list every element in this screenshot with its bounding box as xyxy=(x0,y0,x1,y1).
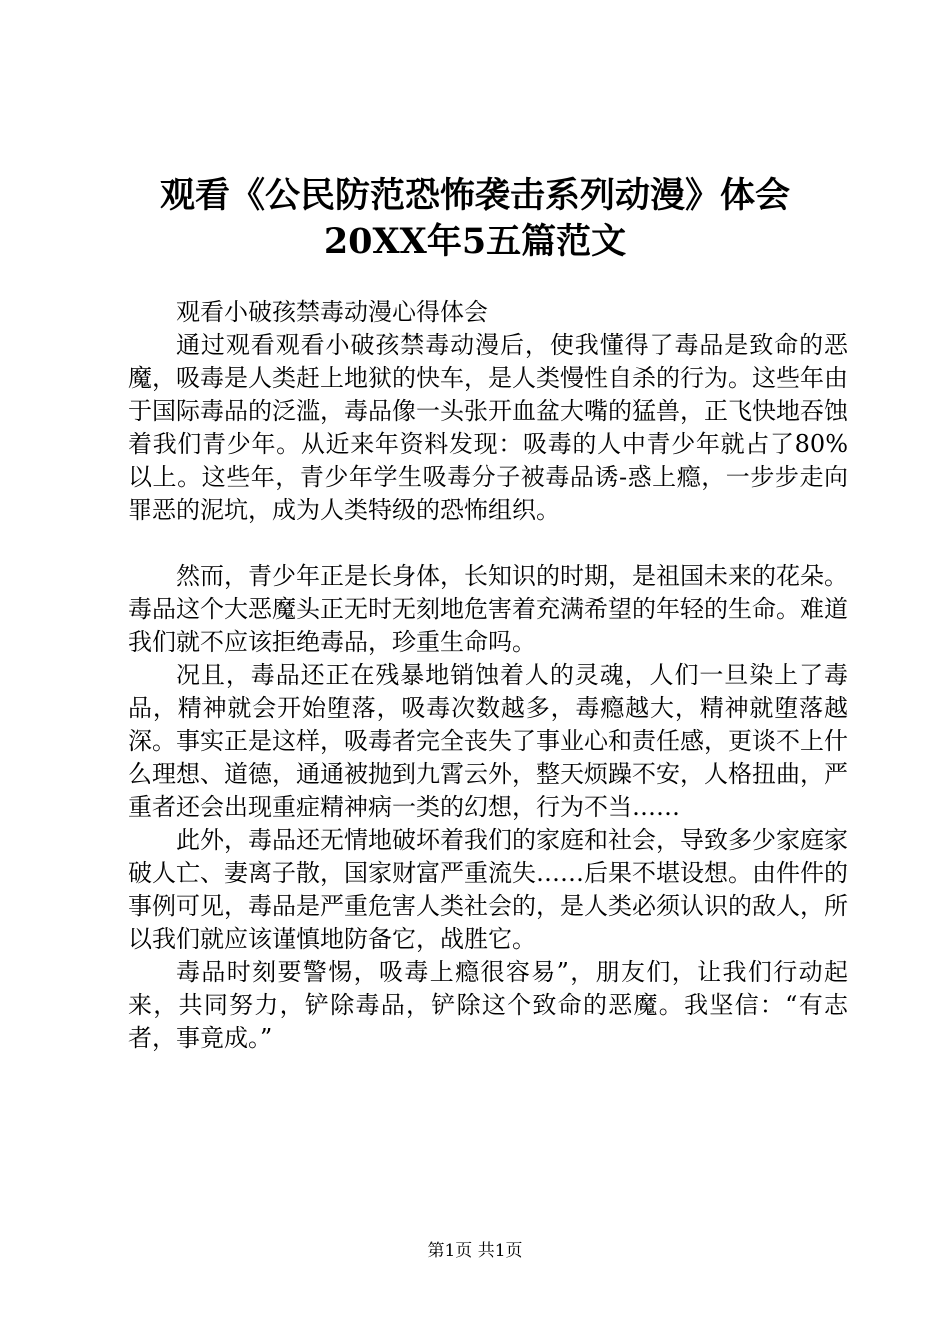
paragraph-3: 况且，毒品还正在残暴地销蚀着人的灵魂，人们一旦染上了毒品，精神就会开始堕落，吸毒次数越多，毒瘾越大，精神就堕落越深。事实正是这样，吸毒者完全丧失了事业心和责任感，更谈不上什么理想、道德，通通被抛到九霄云外，整天烦躁不安，人格扭曲，严重者还会出现重症精神病一类的幻想，行为不当…… xyxy=(128,661,848,821)
document-title-line-1: 观看《公民防范恐怖袭击系列动漫》体会 xyxy=(159,175,790,216)
paragraph-5: 毒品时刻要警惕，吸毒上瘾很容易”，朋友们，让我们行动起来，共同努力，铲除毒品，铲除这个致命的恶魔。我坚信：“有志者，事竟成。” xyxy=(128,958,848,1052)
paragraph-4: 此外，毒品还无情地破坏着我们的家庭和社会，导致多少家庭家破人亡、妻离子散，国家财富严重流失……后果不堪设想。由件件的事例可见，毒品是严重危害人类社会的，是人类必须认识的敌人，所以我们就应该谨慎地防备它，战胜它。 xyxy=(128,826,848,953)
page-footer: 第1页 共1页 xyxy=(427,1241,523,1261)
document-title-line-2: 20XX年5五篇范文 xyxy=(323,221,627,262)
document-subtitle: 观看小破孩禁毒动漫心得体会 xyxy=(176,298,488,326)
paragraph-1: 通过观看观看小破孩禁毒动漫后，使我懂得了毒品是致命的恶魔，吸毒是人类赶上地狱的快车，是人类慢性自杀的行为。这些年由于国际毒品的泛滥，毒品像一头张开血盆大嘴的猛兽，正飞快地吞蚀着我们青少年。从近来年资料发现：吸毒的人中青少年就占了80%以上。这些年，青少年学生吸毒分子被毒品诱-惑上瘾，一步步走向罪恶的泥坑，成为人类特级的恐怖组织。 xyxy=(128,331,848,524)
paragraph-2: 然而，青少年正是长身体，长知识的时期，是祖国未来的花朵。毒品这个大恶魔头正无时无刻地危害着充满希望的年轻的生命。难道我们就不应该拒绝毒品，珍重生命吗。 xyxy=(128,562,848,656)
document-body xyxy=(128,296,848,1055)
